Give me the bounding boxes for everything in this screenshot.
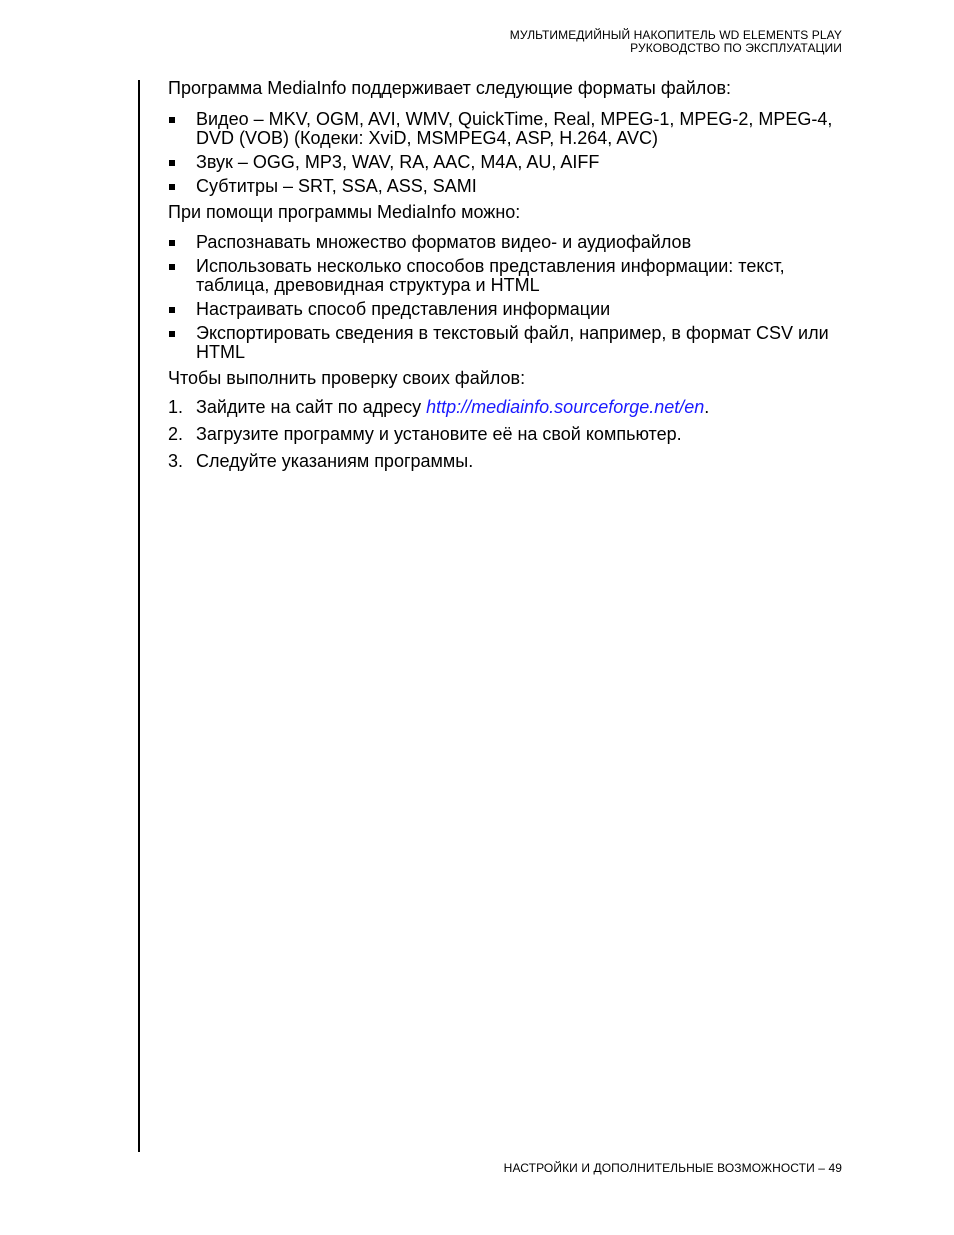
bullet-icon [169, 240, 175, 246]
list-item-text: Использовать несколько способов представления информации: текст, таблица, древовидная структура и HTML [196, 256, 785, 295]
list-item [168, 177, 848, 196]
list-item-text: Видео – MKV, OGM, AVI, WMV, QuickTime, Real, MPEG-1, MPEG-2, MPEG-4, DVD (VOB) (Кодеки: XviD, MSMPEG4, ASP, H.264, AVC) [196, 109, 833, 148]
step-punctuation: . [704, 397, 710, 417]
bullet-icon [169, 160, 175, 166]
step-text: Следуйте указаниям программы. [196, 451, 474, 471]
list-item [168, 300, 848, 319]
list-item-text: Распознавать множество форматов видео- и аудиофайлов [196, 232, 692, 252]
bullet-icon [169, 184, 175, 190]
left-margin-rule [138, 80, 140, 1152]
mediainfo-link[interactable]: http://mediainfo.sourceforge.net/en [426, 397, 705, 417]
step-number: 3. [168, 451, 184, 471]
list-item [168, 257, 848, 295]
list-item [168, 324, 848, 362]
bullet-icon [169, 117, 175, 123]
check-intro: Чтобы выполнить проверку своих файлов: [168, 368, 526, 388]
step-item [168, 425, 848, 444]
step-text: Зайдите на сайт по адресу [196, 397, 427, 417]
list-item-text: Субтитры – SRT, SSA, ASS, SAMI [196, 176, 477, 196]
list-item [168, 110, 848, 148]
step-text: Загрузите программу и установите её на свой компьютер. [196, 424, 682, 444]
page-header [510, 29, 842, 55]
bullet-icon [169, 331, 175, 337]
formats-list [168, 110, 848, 196]
capabilities-intro: При помощи программы MediaInfo можно: [168, 202, 521, 222]
list-item-text: Экспортировать сведения в текстовый файл, например, в формат CSV или HTML [196, 323, 829, 362]
formats-intro: Программа MediaInfo поддерживает следующие форматы файлов: [168, 78, 732, 98]
bullet-icon [169, 264, 175, 270]
list-item-text: Настраивать способ представления информации [196, 299, 611, 319]
page-footer: НАСТРОЙКИ И ДОПОЛНИТЕЛЬНЫЕ ВОЗМОЖНОСТИ – 49 [503, 1161, 842, 1175]
list-item [168, 233, 848, 252]
step-number: 2. [168, 424, 184, 444]
steps-list [168, 398, 848, 471]
step-number: 1. [168, 397, 184, 417]
page-content [168, 79, 848, 479]
list-item-text: Звук – OGG, MP3, WAV, RA, AAC, M4A, AU, AIFF [196, 152, 600, 172]
list-item [168, 153, 848, 172]
header-subtitle: РУКОВОДСТВО ПО ЭКСПЛУАТАЦИИ [630, 41, 842, 55]
step-item [168, 452, 848, 471]
header-title: МУЛЬТИМЕДИЙНЫЙ НАКОПИТЕЛЬ WD ELEMENTS PLAY [509, 28, 842, 42]
step-item [168, 398, 848, 417]
capabilities-list [168, 233, 848, 362]
bullet-icon [169, 307, 175, 313]
